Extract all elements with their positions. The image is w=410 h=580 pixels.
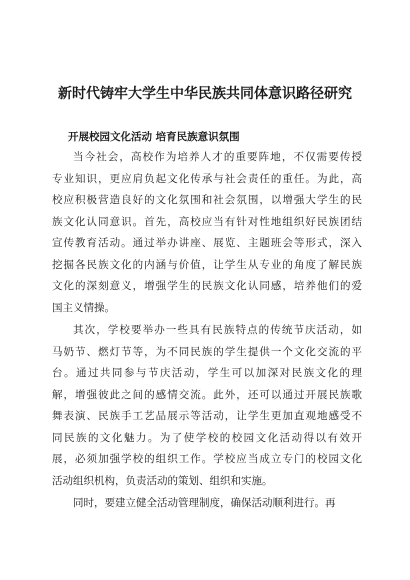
paragraph-line: 舞表演、民族手工艺品展示等活动，让学生更加直观地感受不: [52, 410, 362, 422]
paragraph-line: 族文化认同意识。首先，高校应当有针对性地组织好民族团结: [52, 215, 362, 228]
paragraph-line: 解，增强彼此之间的感情交流。此外，还可以通过开展民族歌: [52, 388, 362, 401]
paragraph-line: 当今社会，高校作为培养人才的重要阵地，不仅需要传授: [73, 151, 362, 163]
document-title: 新时代铸牢大学生中华民族共同体意识路径研究: [58, 86, 352, 102]
paragraph-line: 台。通过共同参与节庆活动，学生可以加深对民族文化的理: [52, 367, 362, 379]
paragraph-line: 马奶节、燃灯节等，为不同民族的学生提供一个文化交流的平: [52, 345, 362, 358]
paragraph-line: 校应积极营造良好的文化氛围和社会氛围，以增强大学生的民: [52, 194, 362, 206]
paragraph-line: 专业知识，更应肩负起文化传承与社会责任的重任。为此，高: [52, 172, 362, 185]
paragraph-1: [52, 147, 362, 319]
paragraph-line: 宣传教育活动。通过举办讲座、展览、主题班会等形式，深入: [52, 237, 362, 249]
paragraph-line: 国主义情操。: [52, 301, 115, 314]
paragraph-line: 同民族的文化魅力。为了使学校的校园文化活动得以有效开: [52, 431, 362, 444]
paragraph-line: 活动组织机构，负责活动的策划、组织和实施。: [52, 474, 273, 487]
paragraph-line: 文化的深刻意义，增强学生的民族文化认同感，培养他们的爱: [52, 280, 362, 292]
paragraph-line: 同时，要建立健全活动管理制度，确保活动顺利进行。再: [73, 497, 336, 509]
paragraph-line: 其次，学校要举办一些具有民族特点的传统节庆活动，如: [73, 324, 362, 336]
paragraph-line: 挖掘各民族文化的内涵与价值，让学生从专业的角度了解民族: [52, 258, 362, 271]
paragraph-2: [52, 320, 362, 492]
section-heading: 开展校园文化活动 培育民族意识氛围: [68, 131, 240, 143]
paragraph-line: 展，必须加强学校的组织工作。学校应当成立专门的校园文化: [52, 453, 362, 465]
paragraph-3: [52, 493, 362, 515]
